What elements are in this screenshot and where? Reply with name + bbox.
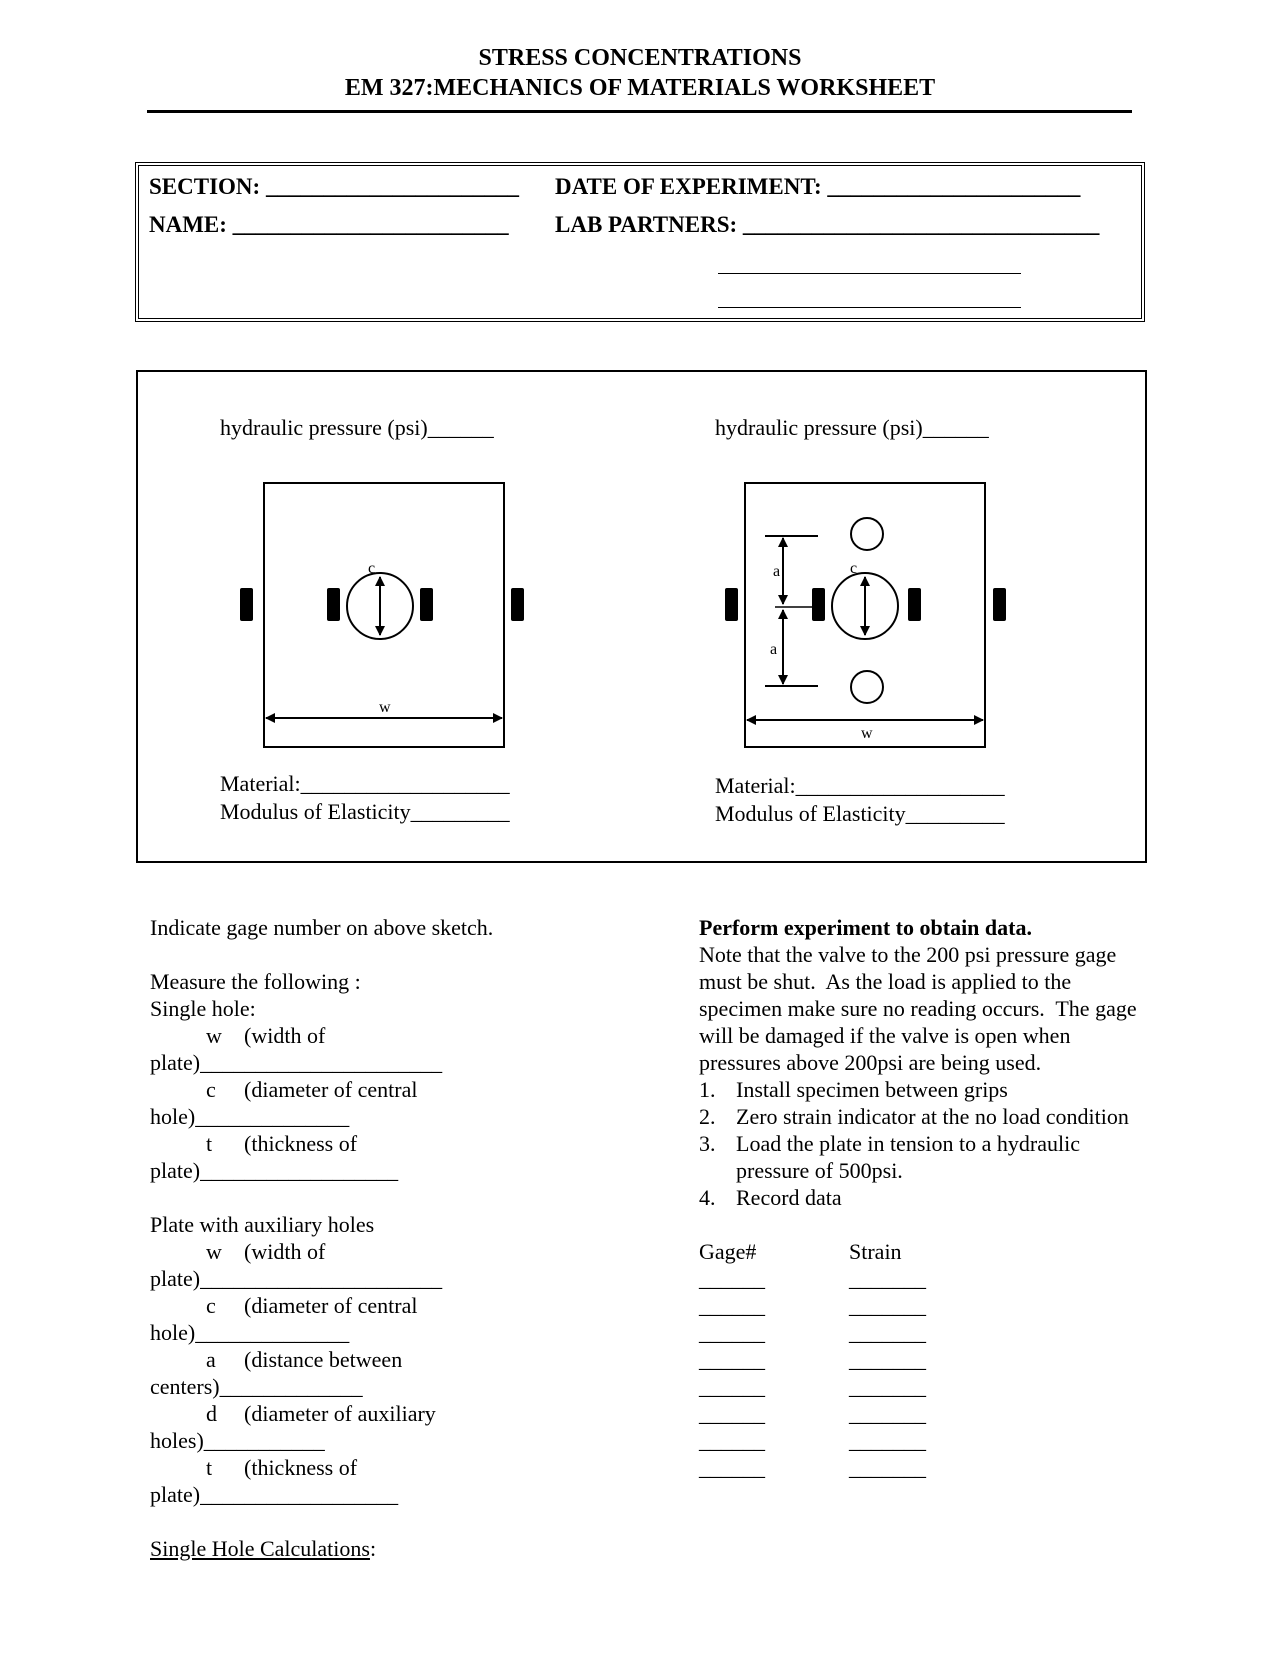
title-rule [147, 110, 1132, 113]
aux-w-symbol: w [206, 1239, 222, 1264]
single-hole-heading: Single hole: [150, 996, 256, 1021]
dim-label-a-top: a [773, 563, 781, 580]
aux-t-field[interactable]: plate)__________________ [150, 1482, 399, 1507]
single-w-desc: (width of [244, 1023, 326, 1048]
strain-cell[interactable]: _______ [849, 1455, 926, 1480]
left-material-field[interactable]: Material:___________________ [220, 771, 510, 796]
strain-column-header: Strain [849, 1239, 902, 1264]
procedure-heading: Perform experiment to obtain data. [699, 915, 1032, 940]
dim-label-c: c [368, 560, 376, 577]
note-line: specimen make sure no reading occurs. The gage [699, 996, 1137, 1021]
strain-cell[interactable]: _______ [849, 1347, 926, 1372]
gage-cell[interactable]: ______ [699, 1401, 765, 1426]
aux-d-symbol: d [206, 1401, 217, 1426]
left-hydraulic-pressure-field[interactable]: hydraulic pressure (psi)______ [220, 415, 494, 440]
step-text: Install specimen between grips [736, 1077, 1008, 1102]
indicate-gage-instruction: Indicate gage number on above sketch. [150, 915, 494, 940]
strain-gage [908, 588, 921, 621]
single-c-desc: (diameter of central [244, 1077, 418, 1102]
aux-c-symbol: c [206, 1293, 216, 1318]
strain-gage [725, 588, 738, 621]
strain-gage [511, 588, 524, 621]
date-of-experiment-field[interactable]: DATE OF EXPERIMENT: ______________________ [555, 174, 1081, 199]
single-hole-plate-diagram [230, 480, 540, 750]
right-material-field[interactable]: Material:___________________ [715, 773, 1005, 798]
strain-gage [420, 588, 433, 621]
strain-gage [993, 588, 1006, 621]
strain-cell[interactable]: _______ [849, 1428, 926, 1453]
section-field[interactable]: SECTION: ______________________ [149, 174, 519, 199]
aux-w-desc: (width of [244, 1239, 326, 1264]
strain-gage [812, 588, 825, 621]
lab-partners-field[interactable]: LAB PARTNERS: _______________________________ [555, 212, 1100, 237]
note-line: must be shut. As the load is applied to the [699, 969, 1072, 994]
strain-cell[interactable]: _______ [849, 1320, 926, 1345]
aux-d-desc: (diameter of auxiliary [244, 1401, 436, 1426]
single-c-field[interactable]: hole)______________ [150, 1104, 350, 1129]
strain-gage [240, 588, 253, 621]
aux-w-field[interactable]: plate)______________________ [150, 1266, 443, 1291]
auxiliary-hole-bottom [851, 671, 883, 703]
gage-cell[interactable]: ______ [699, 1293, 765, 1318]
aux-a-symbol: a [206, 1347, 216, 1372]
single-t-desc: (thickness of [244, 1131, 358, 1156]
lab-partner-line-3[interactable] [718, 307, 1021, 308]
single-w-field[interactable]: plate)______________________ [150, 1050, 443, 1075]
aux-a-desc: (distance between [244, 1347, 403, 1372]
page-title: STRESS CONCENTRATIONS [478, 45, 802, 71]
aux-c-desc: (diameter of central [244, 1293, 418, 1318]
left-modulus-field[interactable]: Modulus of Elasticity_________ [220, 799, 510, 824]
strain-cell[interactable]: _______ [849, 1374, 926, 1399]
single-c-symbol: c [206, 1077, 216, 1102]
step-text: pressure of 500psi. [736, 1158, 903, 1183]
page-subtitle: EM 327:MECHANICS OF MATERIALS WORKSHEET [344, 75, 936, 101]
single-t-symbol: t [206, 1131, 213, 1156]
calculations-heading-colon: : [369, 1536, 377, 1561]
dim-label-a-bottom: a [770, 641, 778, 658]
gage-cell[interactable]: ______ [699, 1374, 765, 1399]
step-text: Load the plate in tension to a hydraulic [736, 1131, 1080, 1156]
dim-label-c: c [850, 560, 858, 577]
strain-cell[interactable]: _______ [849, 1401, 926, 1426]
step-number: 4. [699, 1185, 716, 1210]
note-line: will be damaged if the valve is open when [699, 1023, 1071, 1048]
note-line: pressures above 200psi are being used. [699, 1050, 1042, 1075]
gage-column-header: Gage# [699, 1239, 757, 1264]
gage-cell[interactable]: ______ [699, 1455, 765, 1480]
strain-gage [327, 588, 340, 621]
step-text: Zero strain indicator at the no load condition [736, 1104, 1129, 1129]
step-number: 3. [699, 1131, 716, 1156]
auxiliary-holes-plate-diagram [715, 480, 1025, 750]
lab-partner-line-2[interactable] [718, 273, 1021, 274]
dim-label-w: w [379, 699, 391, 716]
strain-cell[interactable]: _______ [849, 1266, 926, 1291]
aux-holes-heading: Plate with auxiliary holes [150, 1212, 375, 1237]
step-text: Record data [736, 1185, 842, 1210]
aux-t-desc: (thickness of [244, 1455, 358, 1480]
gage-cell[interactable]: ______ [699, 1428, 765, 1453]
right-hydraulic-pressure-field[interactable]: hydraulic pressure (psi)______ [715, 415, 989, 440]
single-w-symbol: w [206, 1023, 222, 1048]
dim-label-w: w [861, 725, 873, 742]
auxiliary-hole-top [851, 518, 883, 550]
measure-heading: Measure the following : [150, 969, 361, 994]
strain-cell[interactable]: _______ [849, 1293, 926, 1318]
single-hole-calculations-heading [150, 1535, 376, 1562]
gage-cell[interactable]: ______ [699, 1320, 765, 1345]
note-line: Note that the valve to the 200 psi pressure gage [699, 942, 1117, 967]
aux-c-field[interactable]: hole)______________ [150, 1320, 350, 1345]
aux-a-field[interactable]: centers)_____________ [150, 1374, 363, 1399]
aux-d-field[interactable]: holes)___________ [150, 1428, 325, 1453]
single-t-field[interactable]: plate)__________________ [150, 1158, 399, 1183]
step-number: 2. [699, 1104, 716, 1129]
step-number: 1. [699, 1077, 716, 1102]
calculations-heading-text: Single Hole Calculations [150, 1536, 370, 1561]
gage-cell[interactable]: ______ [699, 1347, 765, 1372]
gage-cell[interactable]: ______ [699, 1266, 765, 1291]
name-field[interactable]: NAME: ________________________ [149, 212, 509, 237]
right-modulus-field[interactable]: Modulus of Elasticity_________ [715, 801, 1005, 826]
aux-t-symbol: t [206, 1455, 213, 1480]
